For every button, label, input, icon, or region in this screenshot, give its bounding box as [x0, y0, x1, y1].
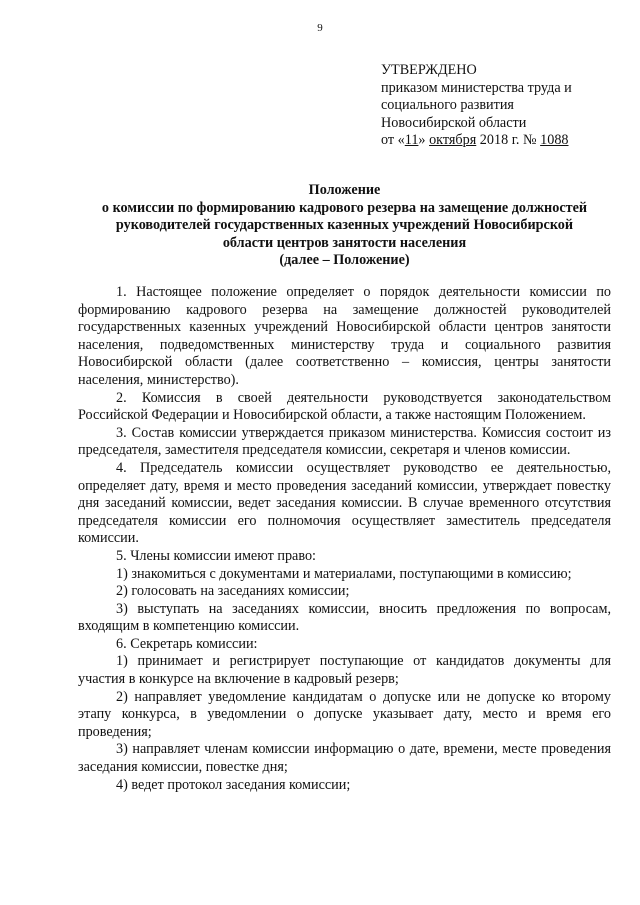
paragraph: 1) знакомиться с документами и материалами, поступающими в комиссию;: [116, 565, 572, 582]
approval-heading: УТВЕРЖДЕНО: [381, 62, 477, 78]
title-line: Положение: [308, 182, 381, 198]
date-day: 11: [404, 132, 419, 148]
paragraph: 2) голосовать на заседаниях комиссии;: [116, 583, 350, 600]
paragraph: 1) принимает и регистрирует поступающие от кандидатов документы для участия в конкурсе на включение в кадровый резерв;: [78, 653, 611, 688]
approval-line: приказом министерства труда и: [381, 79, 572, 96]
order-number: 1088: [540, 132, 569, 148]
page-number: 9: [317, 22, 323, 34]
approval-line: Новосибирской области: [381, 114, 527, 131]
date-month: октября: [429, 132, 477, 148]
approval-line: социального развития: [381, 97, 514, 113]
approval-stamp: [381, 62, 621, 150]
paragraph: 3) направляет членам комиссии информацию о дате, времени, месте проведения заседания комиссии, повестке дня;: [78, 741, 611, 776]
document-title: [78, 182, 611, 270]
paragraph: 1. Настоящее положение определяет о порядок деятельности комиссии по формированию кадрового резерва на замещение должностей руководителей государственных казенных учреждений Новосибирской области центров занятости населения, подведомственных министерству труда и социального развития Новосибирской области (далее соответственно – комиссия, центры занятости населения, министерство).: [78, 284, 611, 388]
date-year: 2018 г. №: [476, 132, 541, 148]
title-line: о комиссии по формированию кадрового резерва на замещение должностей: [101, 199, 588, 216]
paragraph: 3) выступать на заседаниях комиссии, вносить предложения по вопросам, входящим в компетенцию комиссии.: [78, 600, 611, 635]
date-prefix: от «: [381, 132, 405, 148]
paragraph: 5. Члены комиссии имеют право:: [116, 547, 316, 564]
title-line: руководителей государственных казенных учреждений Новосибирской: [115, 217, 574, 234]
document-body: [78, 284, 611, 794]
paragraph: 2. Комиссия в своей деятельности руководствуется законодательством Российской Федерации и Новосибирской области, а также настоящим Положением.: [78, 389, 611, 424]
paragraph: 6. Секретарь комиссии:: [116, 635, 258, 652]
paragraph: 4) ведет протокол заседания комиссии;: [116, 776, 351, 793]
paragraph: 2) направляет уведомление кандидатам о допуске или не допуске ко второму этапу конкурса, в уведомлении о допуске указывает дату, место и время его проведения;: [78, 688, 611, 740]
date-separator: »: [418, 132, 430, 148]
approval-date-line: [381, 132, 621, 150]
title-line: области центров занятости населения: [222, 234, 467, 251]
title-line: (далее – Положение): [279, 252, 410, 269]
paragraph: 4. Председатель комиссии осуществляет руководство ее деятельностью, определяет дату, время и место проведения заседаний комиссии, утверждает повестку дня заседаний комиссии, ведет заседания комиссии. В случае временного отсутствия председателя комиссии его полномочия осуществляет заместитель председателя комиссии.: [78, 459, 611, 547]
paragraph: 3. Состав комиссии утверждается приказом министерства. Комиссия состоит из председателя, заместителя председателя комиссии, секретаря и членов комиссии.: [78, 424, 611, 459]
